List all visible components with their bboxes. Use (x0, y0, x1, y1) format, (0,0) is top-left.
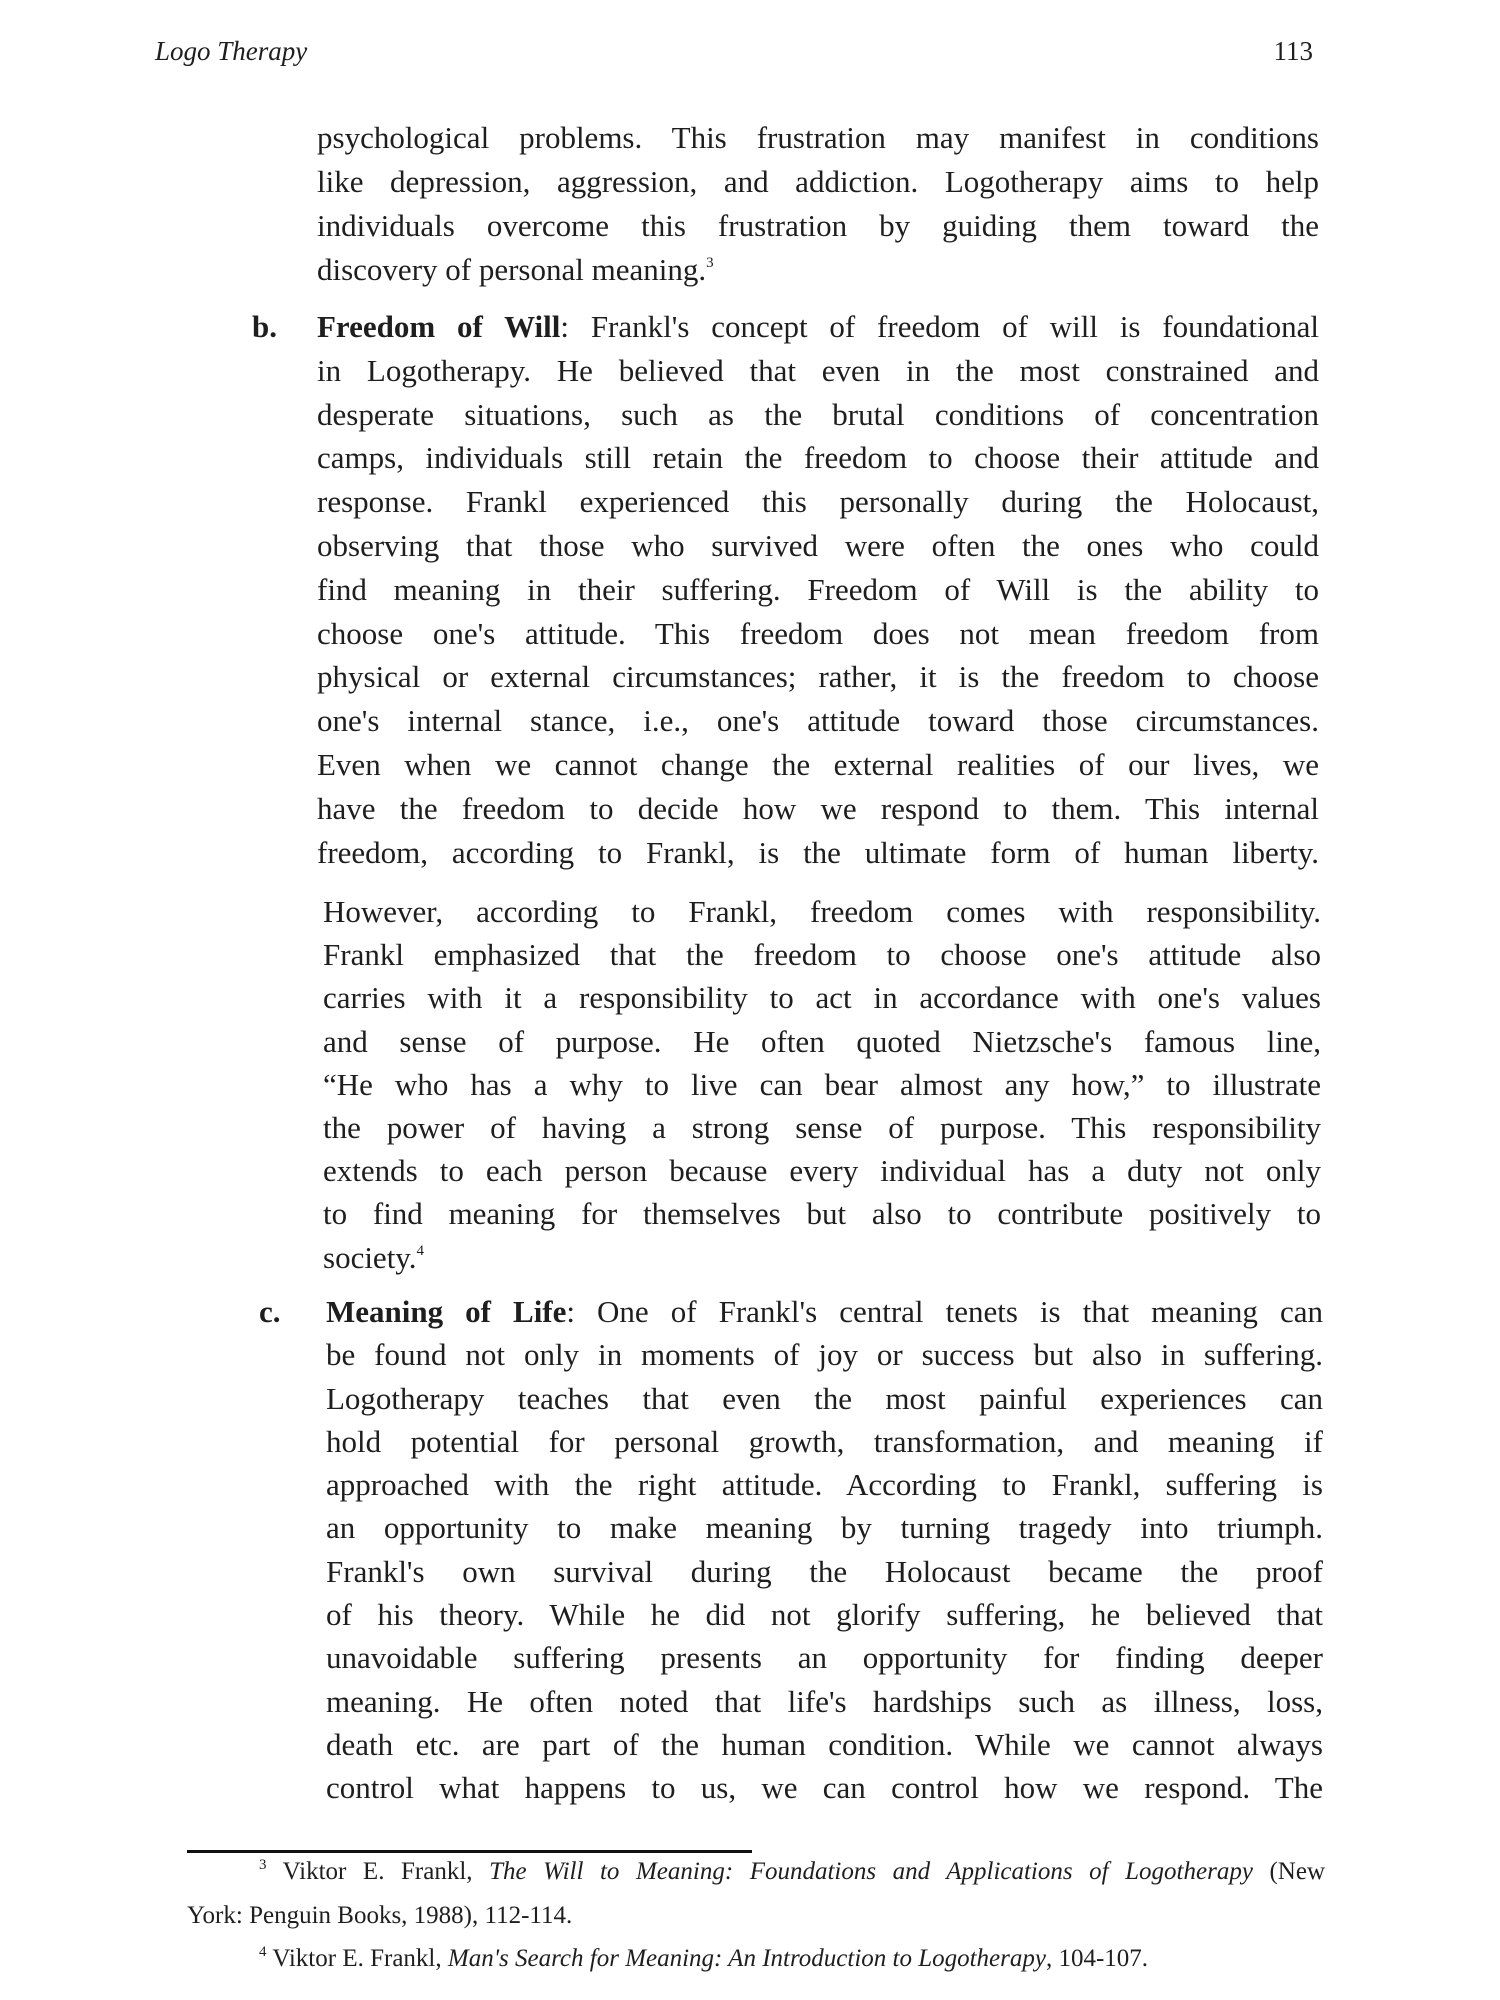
line-text: Logotherapy teaches that even the most painful experiences can (326, 1380, 1323, 1416)
page-number: 113 (1273, 36, 1313, 66)
footnote-ref: 4 (416, 1242, 425, 1259)
line-text: unavoidable suffering presents an opportunity for finding deeper (326, 1640, 1323, 1676)
text-line (317, 204, 1319, 248)
text-line (317, 248, 1319, 292)
text-line (326, 1680, 1323, 1723)
text-line (317, 787, 1319, 831)
line-text: psychological problems. This frustration may manifest in conditions (317, 120, 1319, 155)
line-text: extends to each person because every individual has a duty not only (323, 1153, 1321, 1189)
footnote-author: Viktor E. Frankl, (272, 1945, 448, 1972)
line-text: find meaning in their suffering. Freedom of Will is the ability to (317, 571, 1319, 607)
line-text: Frankl's own survival during the Holocaust became the proof (326, 1553, 1323, 1589)
text-line (317, 699, 1319, 743)
line-text: society. (323, 1239, 417, 1275)
text-line (326, 1420, 1323, 1463)
text-line (317, 612, 1319, 656)
text-line (326, 1593, 1323, 1636)
text-line (317, 743, 1319, 787)
line-text: the power of having a strong sense of purpose. This responsibility (323, 1109, 1321, 1145)
text-line (317, 305, 1319, 349)
footnote-title: Man's Search for Meaning: An Introduction to Logotherapy (447, 1945, 1046, 1972)
line-text: discovery of personal meaning. (317, 251, 707, 287)
line-text: desperate situations, such as the brutal conditions of concentration (317, 396, 1319, 432)
text-line (317, 116, 1319, 160)
text-line (326, 1506, 1323, 1549)
footnote-author: Viktor E. Frankl, (282, 1858, 490, 1885)
text-line (317, 655, 1319, 699)
text-line (323, 1236, 1321, 1279)
text-line (323, 933, 1321, 976)
text-line (323, 1063, 1321, 1106)
text-line (317, 524, 1319, 568)
footnote-title: The Will to Meaning: Foundations and Applications of Logotherapy (489, 1858, 1253, 1885)
text-line (317, 160, 1319, 204)
line-text: camps, individuals still retain the freedom to choose their attitude and (317, 440, 1319, 476)
line-text: control what happens to us, we can control how we respond. The (326, 1770, 1323, 1806)
text-line (323, 1106, 1321, 1149)
text-line (317, 436, 1319, 480)
line-text: have the freedom to decide how we respond to them. This internal (317, 790, 1319, 826)
line-text: freedom, according to Frankl, is the ultimate form of human liberty. (317, 834, 1319, 870)
line-text: : One of Frankl's central tenets is that meaning can (566, 1294, 1323, 1329)
text-line (326, 1766, 1323, 1809)
paragraph-continued (317, 116, 1319, 292)
text-line (317, 568, 1319, 612)
line-text: Frankl emphasized that the freedom to choose one's attitude also (323, 937, 1321, 973)
text-line (326, 1550, 1323, 1593)
list-marker-c: c. (259, 1294, 281, 1329)
line-text: of his theory. While he did not glorify suffering, he believed that (326, 1597, 1323, 1633)
footnote-4 (259, 1937, 1148, 1981)
term-heading: Meaning of Life (326, 1294, 567, 1329)
line-text: in Logotherapy. He believed that even in the most constrained and (317, 352, 1319, 388)
text-line (317, 480, 1319, 524)
line-text: meaning. He often noted that life's hardships such as illness, loss, (326, 1683, 1323, 1719)
text-line (326, 1377, 1323, 1420)
footnote-number: 4 (259, 1944, 267, 1960)
text-line (326, 1636, 1323, 1679)
line-text: hold potential for personal growth, transformation, and meaning if (326, 1423, 1323, 1459)
text-line (326, 1290, 1323, 1333)
line-text: However, according to Frankl, freedom comes with responsibility. (323, 894, 1321, 929)
running-head: Logo Therapy (155, 36, 308, 66)
footnote-number: 3 (259, 1857, 267, 1873)
text-line (317, 831, 1319, 875)
text-line (323, 976, 1321, 1019)
line-text: : Frankl's concept of freedom of will is foundational (560, 309, 1319, 344)
line-text: death etc. are part of the human condition. While we cannot always (326, 1726, 1323, 1762)
line-text: response. Frankl experienced this personally during the Holocaust, (317, 484, 1319, 520)
text-line (326, 1463, 1323, 1506)
text-line (326, 1723, 1323, 1766)
line-text: one's internal stance, i.e., one's attitude toward those circumstances. (317, 703, 1319, 739)
line-text: like depression, aggression, and addiction. Logotherapy aims to help (317, 163, 1319, 199)
text-line (326, 1333, 1323, 1376)
line-text: be found not only in moments of joy or success but also in suffering. (326, 1337, 1323, 1373)
footnote-3 (259, 1850, 1325, 1894)
text-line (323, 1020, 1321, 1063)
list-marker-b: b. (252, 309, 277, 344)
line-text: carries with it a responsibility to act in accordance with one's values (323, 980, 1321, 1016)
list-item-meaning-of-life (326, 1290, 1323, 1810)
text-line (323, 1149, 1321, 1192)
text-line (323, 1192, 1321, 1235)
line-text: Even when we cannot change the external realities of our lives, we (317, 746, 1319, 782)
footnote-details: (New (1252, 1858, 1325, 1885)
line-text: “He who has a why to live can bear almost any how,” to illustrate (323, 1066, 1321, 1102)
text-line (323, 890, 1321, 933)
text-line (317, 349, 1319, 393)
line-text: approached with the right attitude. According to Frankl, suffering is (326, 1467, 1323, 1503)
paragraph-however (323, 890, 1321, 1279)
text-line (317, 393, 1319, 437)
term-heading: Freedom of Will (317, 309, 561, 344)
footnote-details: , 104-107. (1045, 1945, 1149, 1972)
line-text: individuals overcome this frustration by guiding them toward the (317, 207, 1319, 243)
line-text: choose one's attitude. This freedom does not mean freedom from (317, 615, 1319, 651)
line-text: to find meaning for themselves but also to contribute positively to (323, 1196, 1321, 1232)
line-text: physical or external circumstances; rather, it is the freedom to choose (317, 659, 1319, 695)
line-text: an opportunity to make meaning by turning tragedy into triumph. (326, 1510, 1323, 1546)
footnote-3-continued: York: Penguin Books, 1988), 112-114. (187, 1902, 573, 1929)
list-item-freedom-of-will (317, 305, 1319, 874)
footnote-ref: 3 (706, 254, 714, 271)
line-text: observing that those who survived were often the ones who could (317, 527, 1319, 563)
line-text: and sense of purpose. He often quoted Nietzsche's famous line, (323, 1023, 1321, 1059)
